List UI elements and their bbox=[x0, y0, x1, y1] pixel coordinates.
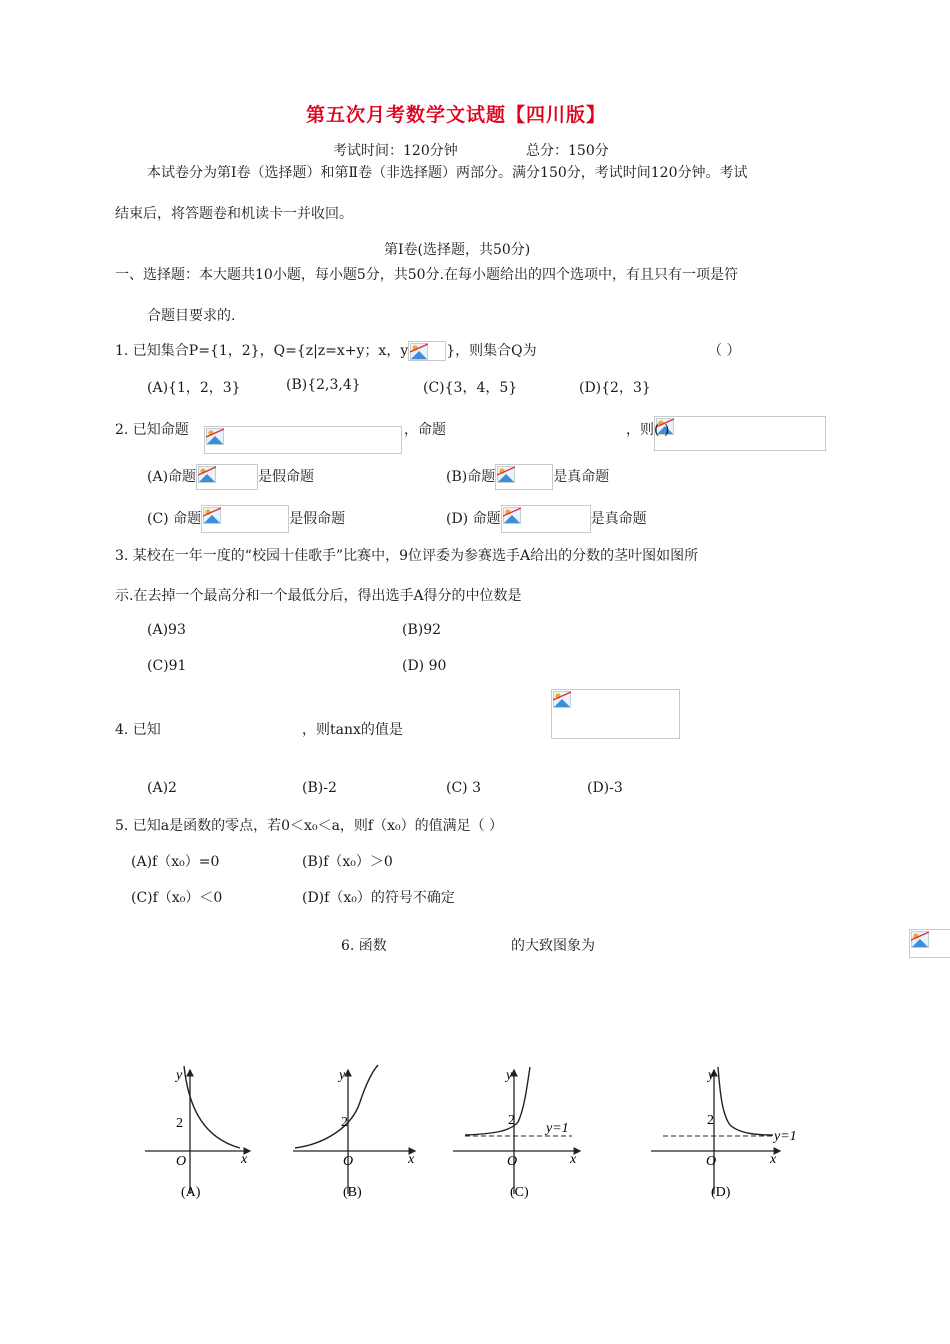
q2-option-b-prefix: (B)命题 bbox=[446, 469, 496, 485]
q4-option-a: (A)2 bbox=[147, 780, 177, 796]
y-label: y bbox=[506, 1068, 513, 1083]
broken-image-icon bbox=[909, 929, 950, 958]
q5-stem: 5. 已知a是函数的零点，若0＜x₀＜a，则f（x₀）的值满足（ ） bbox=[115, 818, 504, 834]
graph-caption: (B) bbox=[343, 1185, 362, 1200]
q1-option-c: (C){3，4，5} bbox=[423, 380, 518, 396]
broken-image-icon bbox=[495, 464, 553, 490]
intro-line-2: 结束后，将答题卷和机读卡一并收回。 bbox=[115, 206, 353, 222]
q6-graph-d bbox=[648, 1062, 798, 1202]
x-label: x bbox=[570, 1152, 577, 1167]
broken-image-icon bbox=[201, 505, 289, 533]
curve bbox=[295, 1065, 378, 1148]
q6-suffix: 的大致图象为 bbox=[511, 938, 595, 954]
q6-graph-a bbox=[140, 1062, 260, 1202]
q5-option-d: (D)f（x₀）的符号不确定 bbox=[302, 890, 455, 906]
q2-num: 2. 已知命题 bbox=[115, 422, 189, 438]
q2-option-c-suffix: 是假命题 bbox=[289, 511, 346, 527]
origin-label: O bbox=[343, 1154, 354, 1169]
q3-option-d: (D) 90 bbox=[402, 658, 447, 674]
q2-option-a-prefix: (A)命题 bbox=[147, 469, 197, 485]
origin-label: O bbox=[176, 1154, 187, 1169]
graph-caption: (D) bbox=[711, 1185, 731, 1200]
x-label: x bbox=[408, 1152, 415, 1167]
q2-option-a-suffix: 是假命题 bbox=[258, 469, 315, 485]
y-label: y bbox=[339, 1068, 346, 1083]
q6-graph-c bbox=[450, 1062, 590, 1202]
q4-option-c: (C) 3 bbox=[446, 780, 481, 796]
curve bbox=[184, 1066, 240, 1148]
q6-graph-b bbox=[290, 1062, 420, 1202]
q2-option-a bbox=[147, 464, 314, 490]
q1-stem-b: }，则集合Q为 bbox=[446, 343, 537, 359]
q1-option-b: (B){2,3,4} bbox=[286, 377, 361, 393]
intercept-label: 2 bbox=[707, 1113, 714, 1128]
q3-option-c: (C)91 bbox=[147, 658, 187, 674]
q4-option-d: (D)-3 bbox=[587, 780, 623, 796]
q5-option-a: (A)f（x₀）=0 bbox=[131, 854, 220, 870]
q2-option-b-suffix: 是真命题 bbox=[553, 469, 610, 485]
q5-option-c: (C)f（x₀）＜0 bbox=[131, 890, 223, 906]
broken-image-icon bbox=[501, 505, 591, 533]
q1-stem-a: 1. 已知集合P={1，2}，Q={z|z=x+y；x，y bbox=[115, 343, 409, 359]
curve bbox=[718, 1067, 773, 1135]
y-label: y bbox=[708, 1068, 715, 1083]
broken-image-icon bbox=[196, 464, 258, 490]
asymptote-label: y=1 bbox=[546, 1121, 569, 1136]
section1-line-1: 一、选择题：本大题共10小题，每小题5分，共50分.在每小题给出的四个选项中，有且只有一项是符 bbox=[115, 267, 738, 283]
q3-option-a: (A)93 bbox=[147, 622, 186, 638]
exam-time: 考试时间：120分钟 bbox=[333, 143, 458, 159]
origin-label: O bbox=[507, 1154, 518, 1169]
graph-caption: (C) bbox=[510, 1185, 529, 1200]
q6-prefix: 6. 函数 bbox=[341, 938, 387, 954]
q3-line-1: 3. 某校在一年一度的“校园十佳歌手”比赛中，9位评委为参赛选手A给出的分数的茎叶图如图所 bbox=[115, 548, 699, 564]
intro-line-1: 本试卷分为第Ⅰ卷（选择题）和第Ⅱ卷（非选择题）两部分。满分150分，考试时间120分钟。考试 bbox=[147, 165, 748, 181]
broken-image-icon bbox=[654, 416, 826, 451]
q4-option-b: (B)-2 bbox=[302, 780, 337, 796]
q2-option-d-prefix: (D) 命题 bbox=[446, 511, 501, 527]
q2-option-d-suffix: 是真命题 bbox=[590, 511, 647, 527]
q2-option-c bbox=[147, 505, 345, 533]
q1-stem bbox=[115, 340, 537, 361]
q1-answer-paren: （ ） bbox=[708, 343, 741, 359]
section1-line-2: 合题目要求的. bbox=[147, 308, 236, 324]
intercept-label: 2 bbox=[508, 1113, 515, 1128]
y-label: y bbox=[176, 1068, 183, 1083]
q2-mid: ，命题 bbox=[404, 422, 446, 438]
q2-end: ，则( ) bbox=[626, 422, 670, 438]
x-label: x bbox=[770, 1152, 777, 1167]
intercept-label: 2 bbox=[341, 1115, 348, 1130]
page-title: 第五次月考数学文试题【四川版】 bbox=[306, 104, 607, 126]
q3-option-b: (B)92 bbox=[402, 622, 442, 638]
broken-image-icon bbox=[408, 341, 446, 361]
q1-option-a: (A){1，2，3} bbox=[147, 380, 241, 396]
q2-option-c-prefix: (C) 命题 bbox=[147, 511, 202, 527]
part1-heading: 第Ⅰ卷(选择题，共50分) bbox=[384, 242, 531, 258]
q5-option-b: (B)f（x₀）＞0 bbox=[302, 854, 393, 870]
graph-caption: (A) bbox=[181, 1185, 201, 1200]
q3-line-2: 示.在去掉一个最高分和一个最低分后，得出选手A得分的中位数是 bbox=[115, 588, 522, 604]
total-score: 总分：150分 bbox=[526, 143, 609, 159]
q1-option-d: (D){2，3} bbox=[579, 380, 651, 396]
q2-option-b bbox=[446, 464, 609, 490]
broken-image-icon bbox=[204, 426, 402, 454]
intercept-label: 2 bbox=[176, 1116, 183, 1131]
curve bbox=[465, 1067, 530, 1135]
q2-option-d bbox=[446, 505, 647, 533]
q4-prefix: 4. 已知 bbox=[115, 722, 161, 738]
x-label: x bbox=[241, 1152, 248, 1167]
asymptote-label: y=1 bbox=[774, 1129, 797, 1144]
broken-image-icon bbox=[551, 689, 680, 739]
q4-suffix: ，则tanx的值是 bbox=[302, 722, 403, 738]
origin-label: O bbox=[706, 1154, 717, 1169]
